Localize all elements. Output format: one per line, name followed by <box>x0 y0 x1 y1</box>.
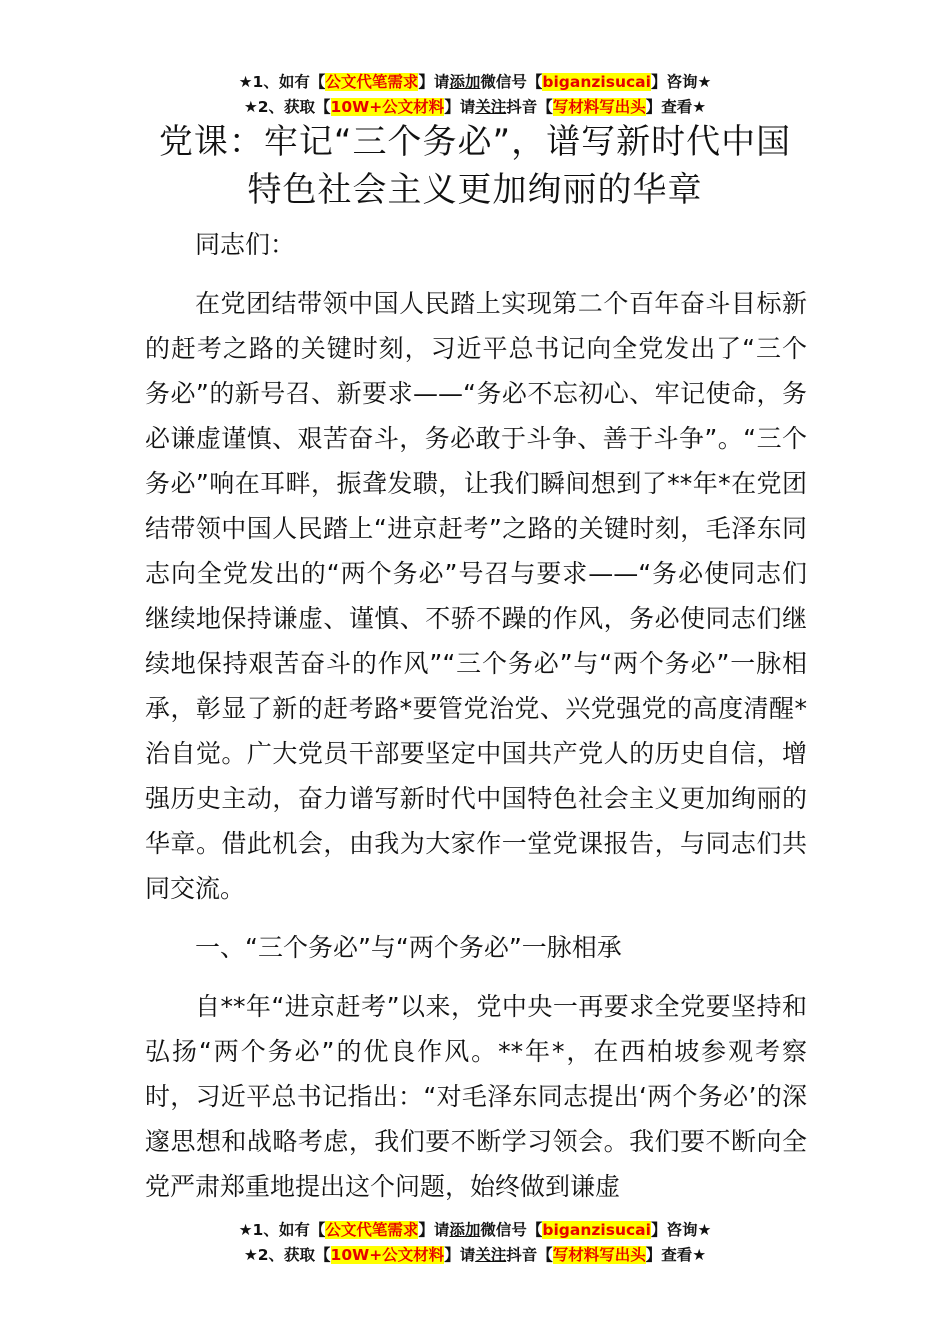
banner-line-2 <box>0 95 950 120</box>
highlight-douyin: 写材料写出头 <box>552 1246 646 1264</box>
text-line: 不躁的作风，务必使同志们继续地保持艰苦奋斗的作风” <box>145 604 807 678</box>
document-body <box>145 222 807 1209</box>
title-line-1: 党课：牢记“三个务必”，谱写新时代中国 <box>158 122 792 162</box>
underline-add: 添加 <box>449 1221 481 1239</box>
banner-text: 抖音【 <box>506 98 553 116</box>
paragraph-1 <box>145 281 807 911</box>
banner-text: 】查看★ <box>645 1246 707 1264</box>
highlight-service: 公文代笔需求 <box>325 73 419 91</box>
banner-text: 】请 <box>444 1246 476 1264</box>
text-line: “三个务必”的新号召、新要求——“务必不忘初心、牢 <box>145 334 807 408</box>
underline-follow: 关注 <box>475 98 507 116</box>
banner-text: 】查看★ <box>645 98 707 116</box>
text-line: 记使命，务必谦虚谨慎、艰苦奋斗，务必敢于斗争、善于 <box>145 379 807 453</box>
banner-text: ★2、获取【 <box>243 1246 331 1264</box>
highlight-materials: 10W+公文材料 <box>330 1246 445 1264</box>
title-line-2: 特色社会主义更加绚丽的华章 <box>247 170 703 210</box>
banner-text: 微信号【 <box>480 1221 543 1239</box>
underline-add: 添加 <box>449 73 481 91</box>
text-line: 力谱写新时代中国特色社会主义更加绚丽的华章。借此机 <box>145 784 807 858</box>
banner-line-1 <box>0 70 950 95</box>
text-line: 干部要坚定中国共产党人的历史自信，增强历史主动，奋 <box>145 739 807 813</box>
banner-line-2 <box>0 1243 950 1268</box>
banner-text: 】咨询★ <box>650 73 712 91</box>
highlight-materials: 10W+公文材料 <box>330 98 445 116</box>
text-line: 路*要管党治党、兴党强党的高度清醒*治自觉。广大党员 <box>145 694 807 768</box>
text-line: 与要求——“务必使同志们继续地保持谦虚、谨慎、不骄 <box>145 559 808 633</box>
text-line: “三个务必”与“两个务必”一脉相承，彰显了新的赶考 <box>145 649 808 723</box>
banner-text: 】请 <box>418 1221 450 1239</box>
highlight-wechat-id: biganzisucai <box>542 73 651 91</box>
highlight-service: 公文代笔需求 <box>325 1221 419 1239</box>
banner-text: 抖音【 <box>506 1246 553 1264</box>
banner-line-1 <box>0 1218 950 1243</box>
banner-text: ★1、如有【 <box>238 1221 326 1239</box>
text-line: 务必’的深邃思想和战略考虑，我们要不断学习领会。我 <box>145 1082 807 1156</box>
text-line: 在党团结带领中国人民踏上实现第二个百年奋斗目标 <box>195 289 782 318</box>
document-title <box>0 118 950 214</box>
highlight-douyin: 写材料写出头 <box>552 98 646 116</box>
banner-text: ★2、获取【 <box>243 98 331 116</box>
banner-text: 】请 <box>444 98 476 116</box>
section-heading-1: 一、“三个务必”与“两个务必”一脉相承 <box>195 933 622 962</box>
banner-text: 微信号【 <box>480 73 543 91</box>
text-line: 想到了**年*在党团结带领中国人民踏上“进京赶考”之路 <box>145 469 807 543</box>
text-line: 新的赶考之路的关键时刻，习近平总书记向全党发出了 <box>145 289 807 363</box>
highlight-wechat-id: biganzisucai <box>542 1221 651 1239</box>
underline-follow: 关注 <box>475 1246 507 1264</box>
text-line: 斗争”。“三个务必”响在耳畔，振聋发聩，让我们瞬间 <box>145 424 807 498</box>
text-line: 的关键时刻，毛泽东同志向全党发出的“两个务必”号召 <box>145 514 807 588</box>
text-line: 自**年“进京赶考”以来，党中央一再要求全党要坚 <box>195 992 757 1021</box>
text-line: 会，由我为大家作一堂党课报告，与同志们共同交流。 <box>145 829 807 903</box>
text-line: 持和弘扬“两个务必”的优良作风。**年*，在西柏坡参观 <box>145 992 807 1066</box>
greeting: 同志们： <box>195 230 296 259</box>
banner-text: 】咨询★ <box>650 1221 712 1239</box>
text-line: 考察时，习近平总书记指出：“对毛泽东同志提出‘两个 <box>145 1037 807 1111</box>
bottom-banner <box>0 1218 950 1268</box>
banner-text: 】请 <box>418 73 450 91</box>
banner-text: ★1、如有【 <box>238 73 326 91</box>
text-line: 们要不断向全党严肃郑重地提出这个问题，始终做到谦虚 <box>145 1127 807 1201</box>
paragraph-2 <box>145 984 807 1209</box>
top-banner <box>0 70 950 120</box>
